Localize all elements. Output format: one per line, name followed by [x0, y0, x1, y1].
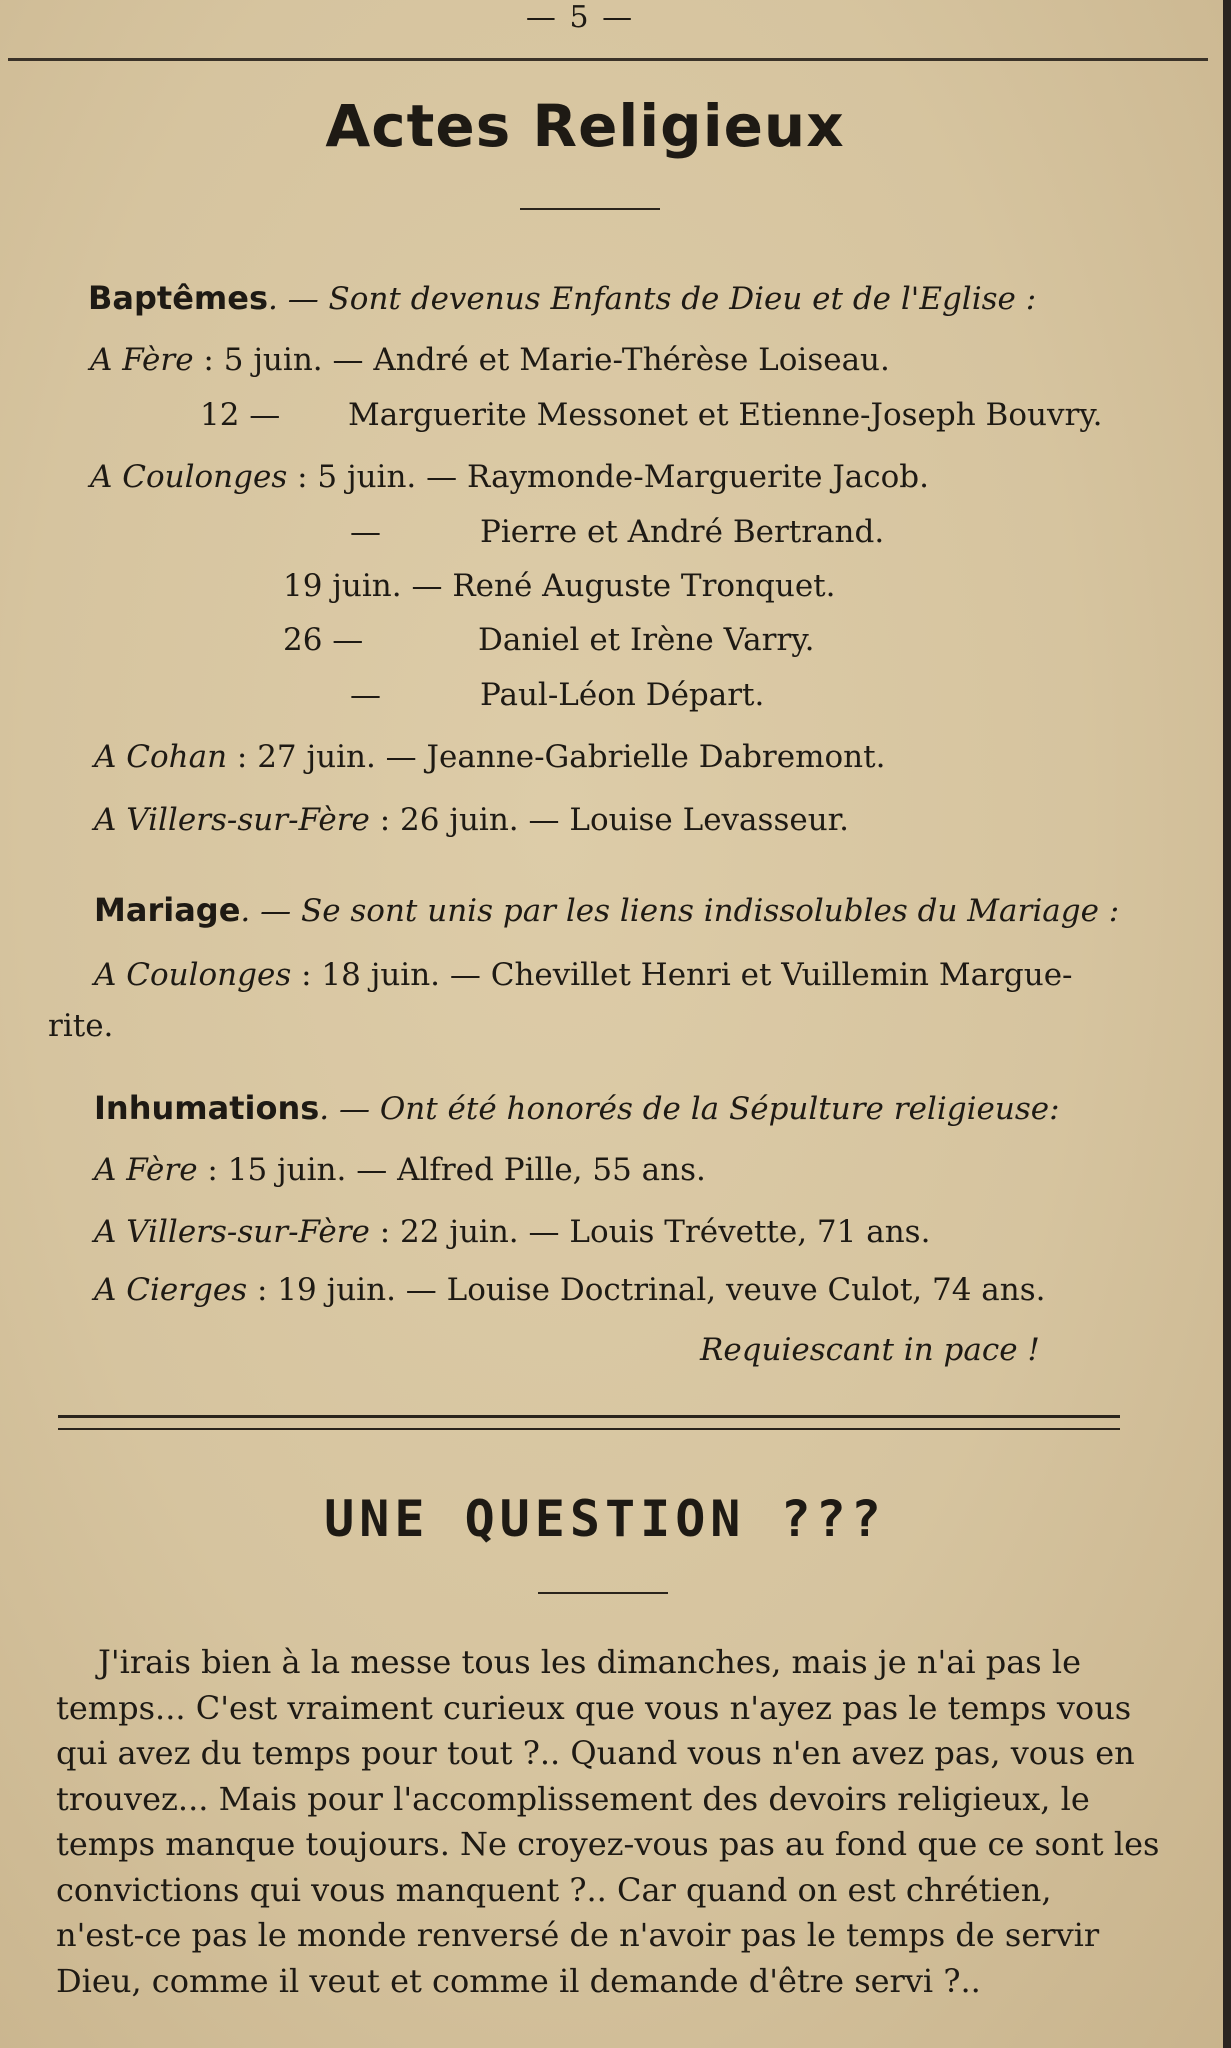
entry-sep: :: [287, 459, 308, 495]
entry-names: Marguerite Messonet et Etienne-Joseph Bouvry.: [348, 397, 1103, 433]
entry-sep: :: [247, 1272, 268, 1308]
entry-names: Jeanne-Gabrielle Dabremont.: [416, 739, 886, 775]
entry-date: —: [350, 677, 381, 713]
entry-sep: :: [197, 1152, 218, 1188]
list-item: [90, 457, 929, 497]
entry-date: 19 juin. —: [283, 568, 443, 604]
article-line: temps manque toujours. Ne croyez-vous pas au fond que ce sont les: [56, 1825, 1160, 1863]
entry-names: Paul-Léon Départ.: [480, 677, 765, 713]
list-item: [94, 1150, 706, 1190]
entry-date: 27 juin. —: [247, 739, 417, 775]
title-underline: [520, 208, 660, 210]
list-item: [350, 675, 381, 715]
mariage-label: Mariage: [94, 891, 241, 929]
entry-date: 19 juin. —: [267, 1272, 437, 1308]
article-title: UNE QUESTION ???: [324, 1490, 886, 1548]
list-item: [283, 620, 363, 660]
entry-place: A Cierges: [94, 1272, 248, 1308]
list-item: [350, 512, 381, 552]
article-line: trouvez... Mais pour l'accomplissement des devoirs religieux, le: [56, 1779, 1090, 1818]
entry-sep: :: [193, 342, 214, 378]
entry-date: 18 juin. —: [311, 957, 481, 993]
article-title-underline: [538, 1592, 668, 1594]
list-item-names: [478, 620, 814, 660]
entry-place: A Villers-sur-Fère: [94, 802, 370, 838]
list-item: [283, 566, 836, 606]
entry-date: 15 juin. —: [217, 1152, 388, 1188]
list-item-names: [480, 512, 884, 552]
entry-names: Alfred Pille, 55 ans.: [387, 1152, 706, 1188]
article-line: convictions qui vous manquent ?.. Car quand on est chrétien,: [56, 1870, 1052, 1909]
entry-names: Louis Trévette, 71 ans.: [559, 1214, 931, 1250]
entry-names: Louise Doctrinal, veuve Culot, 74 ans.: [436, 1272, 1046, 1308]
article-line: J'irais bien à la messe tous les dimanches, mais je n'ai pas le: [98, 1643, 1082, 1681]
page-number: — 5 —: [525, 0, 635, 35]
article-line: qui avez du temps pour tout ?.. Quand vous n'en avez pas, vous en: [56, 1734, 1135, 1772]
list-item-names: [348, 395, 1103, 435]
entry-sep: :: [291, 957, 312, 993]
mariage-heading: [94, 890, 1119, 931]
entry-date: 22 juin. —: [390, 1214, 560, 1250]
article-line: temps... C'est vraiment curieux que vous n'ayez pas le temps vous: [56, 1688, 1132, 1727]
list-item: [94, 800, 849, 840]
entry-names: Pierre et André Bertrand.: [480, 514, 885, 550]
entry-place: A Villers-sur-Fère: [94, 1214, 370, 1250]
entry-date: 26 —: [283, 622, 364, 658]
list-item: [94, 955, 1073, 995]
article-line: n'est-ce pas le monde renversé de n'avoir pas le temps de servir: [56, 1916, 1100, 1954]
entry-date: 5 juin. —: [213, 342, 364, 378]
list-item: [94, 1212, 930, 1252]
header-rule: [8, 58, 1208, 61]
entry-place: A Coulonges: [90, 459, 288, 495]
list-item: [94, 1270, 1046, 1310]
section-divider: [58, 1415, 1120, 1430]
entry-place: A Fère: [90, 342, 194, 378]
entry-place: A Cohan: [94, 739, 228, 775]
inhumations-label: Inhumations: [94, 1089, 320, 1127]
entry-names: Chevillet Henri et Vuillemin Margue-: [480, 957, 1073, 993]
list-item-names: [480, 675, 764, 715]
section-title: Actes Religieux: [325, 92, 845, 160]
entry-date: —: [350, 514, 381, 550]
inhumations-intro: . — Ont été honorés de la Sépulture religieuse:: [319, 1091, 1060, 1127]
entry-sep: :: [227, 739, 248, 775]
entry-place: A Fère: [94, 1152, 198, 1188]
list-item-continued: [48, 1006, 113, 1046]
entry-names: Louise Levasseur.: [559, 802, 849, 838]
page-edge-shadow: [1223, 0, 1231, 2048]
entry-names: Raymonde-Marguerite Jacob.: [457, 459, 929, 495]
closing-phrase: Requiescant in pace !: [700, 1332, 1040, 1368]
list-item: [90, 340, 890, 380]
list-item: [200, 395, 280, 435]
entry-date: 26 juin. —: [390, 802, 560, 838]
entry-names: André et Marie-Thérèse Loiseau.: [363, 342, 890, 378]
list-item: [94, 737, 885, 777]
entry-names: René Auguste Tronquet.: [442, 568, 836, 604]
entry-date: 12 —: [200, 397, 281, 433]
entry-place: A Coulonges: [94, 957, 292, 993]
baptemes-label: Baptêmes: [88, 279, 268, 317]
entry-sep: :: [369, 802, 391, 838]
entry-date: 5 juin. —: [307, 459, 458, 495]
article-line: Dieu, comme il veut et comme il demande d'être servi ?..: [56, 1961, 981, 2000]
inhumations-heading: [94, 1088, 1060, 1129]
entry-sep: :: [369, 1214, 391, 1250]
baptemes-heading: [88, 278, 1036, 319]
baptemes-intro: . — Sont devenus Enfants de Dieu et de l'Eglise :: [267, 281, 1037, 317]
entry-names-continued: rite.: [48, 1008, 114, 1044]
article-body: [56, 1640, 1166, 2004]
mariage-intro: . — Se sont unis par les liens indissolubles du Mariage :: [240, 893, 1120, 929]
entry-names: Daniel et Irène Varry.: [478, 622, 815, 658]
